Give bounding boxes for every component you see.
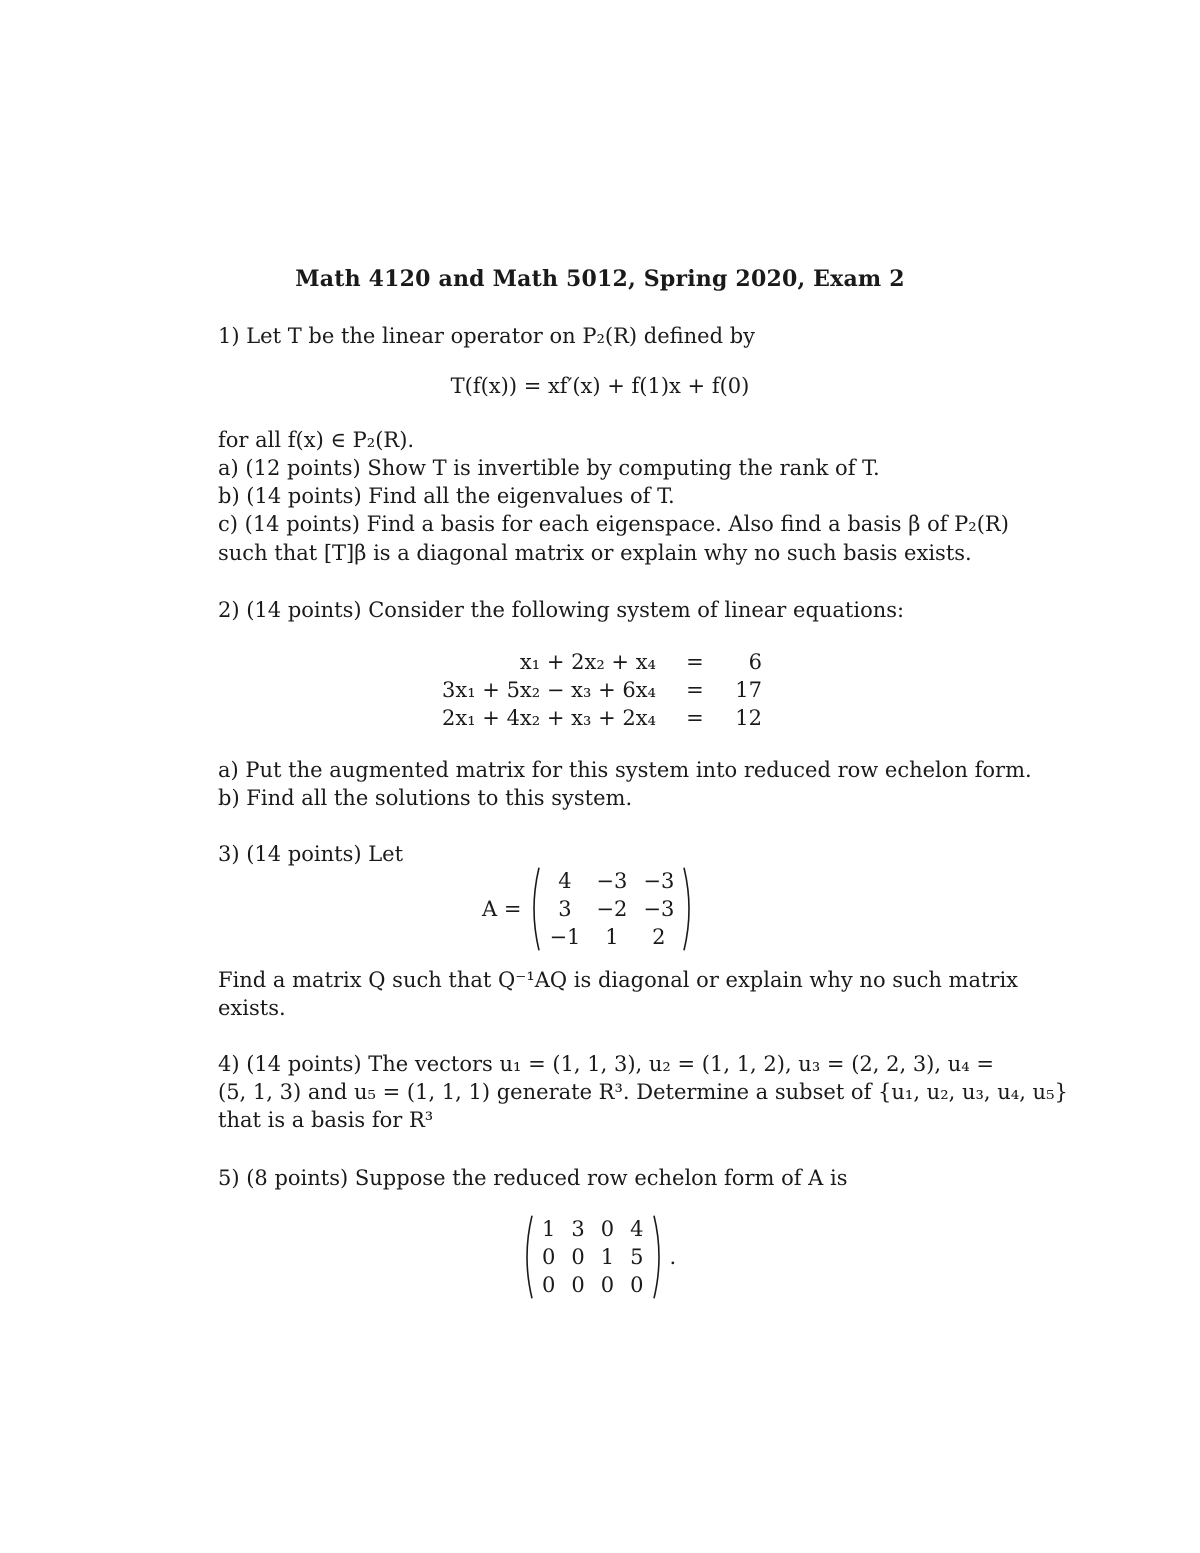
matrix-cell: 1 <box>542 1217 556 1241</box>
matrix-cell: −2 <box>596 897 628 921</box>
matrix-cell: 0 <box>630 1273 644 1297</box>
equation-relation: = <box>686 678 704 702</box>
right-paren <box>682 866 696 952</box>
matrix-cell: 1 <box>600 1245 615 1269</box>
q5-intro: 5) (8 points) Suppose the reduced row echelon form of A is <box>218 1166 848 1190</box>
q1-part-c-line2: such that [T]β is a diagonal matrix or explain why no such basis exists. <box>218 541 972 565</box>
matrix-cell: 0 <box>600 1217 615 1241</box>
matrix-cell: 0 <box>600 1273 615 1297</box>
matrix-cell: 0 <box>571 1273 585 1297</box>
equation-rhs: 17 <box>735 678 762 702</box>
q2-intro: 2) (14 points) Consider the following system of linear equations: <box>218 598 905 622</box>
exam-title: Math 4120 and Math 5012, Spring 2020, Exam 2 <box>295 266 905 292</box>
q1-part-b: b) (14 points) Find all the eigenvalues of T. <box>218 484 675 508</box>
q3-after-line2: exists. <box>218 996 286 1020</box>
matrix-period: . <box>669 1245 677 1269</box>
q4-line2: (5, 1, 3) and u₅ = (1, 1, 1) generate R³. Determine a subset of {u₁, u₂, u₃, u₄, u₅} <box>218 1080 1068 1104</box>
q4-line3: that is a basis for R³ <box>218 1108 434 1132</box>
matrix-cell: 3 <box>571 1217 585 1241</box>
q1-part-c-line1: c) (14 points) Find a basis for each eigenspace. Also find a basis β of P₂(R) <box>218 512 1009 536</box>
q2-part-b: b) Find all the solutions to this system. <box>218 786 633 810</box>
q4-line1: 4) (14 points) The vectors u₁ = (1, 1, 3), u₂ = (1, 1, 2), u₃ = (2, 2, 3), u₄ = <box>218 1052 994 1076</box>
matrix-cell: −1 <box>549 925 581 949</box>
matrix-cell: 0 <box>571 1245 585 1269</box>
rref-matrix-entries <box>534 1215 652 1299</box>
left-paren <box>520 1214 534 1300</box>
left-paren <box>527 866 541 952</box>
q3-intro: 3) (14 points) Let <box>218 842 404 866</box>
matrix-cell: 4 <box>558 869 572 893</box>
equation-row <box>430 648 774 676</box>
matrix-cell: 0 <box>542 1273 556 1297</box>
matrix-cell: 1 <box>605 925 619 949</box>
equation-row <box>430 676 774 704</box>
right-paren <box>652 1214 666 1300</box>
equation-lhs: x₁ + 2x₂ + x₄ <box>519 650 656 674</box>
matrix-cell: −3 <box>643 869 675 893</box>
matrix-a <box>482 866 696 952</box>
equation-rhs: 12 <box>735 706 762 730</box>
rref-matrix <box>520 1214 676 1300</box>
q3-after-line1: Find a matrix Q such that Q⁻¹AQ is diagonal or explain why no such matrix <box>218 968 1019 992</box>
matrix-cell: 0 <box>542 1245 556 1269</box>
q1-part-a: a) (12 points) Show T is invertible by computing the rank of T. <box>218 456 880 480</box>
equation-rhs: 6 <box>748 650 762 674</box>
equation-lhs: 3x₁ + 5x₂ − x₃ + 6x₄ <box>442 678 656 702</box>
matrix-cell: 5 <box>630 1245 644 1269</box>
matrix-cell: 2 <box>652 925 666 949</box>
q2-part-a: a) Put the augmented matrix for this system into reduced row echelon form. <box>218 758 1032 782</box>
equation-row <box>430 704 774 732</box>
matrix-cell: −3 <box>643 897 675 921</box>
equation-relation: = <box>686 706 704 730</box>
q1-formula: T(f(x)) = xf′(x) + f(1)x + f(0) <box>450 374 750 398</box>
q1-intro: 1) Let T be the linear operator on P₂(R) defined by <box>218 324 756 348</box>
equation-relation: = <box>686 650 704 674</box>
matrix-a-entries <box>541 867 682 951</box>
matrix-a-label: A = <box>482 897 522 921</box>
q1-for-all: for all f(x) ∈ P₂(R). <box>218 428 415 452</box>
equation-lhs: 2x₁ + 4x₂ + x₃ + 2x₄ <box>442 706 656 730</box>
equation-system <box>430 648 774 732</box>
matrix-cell: 3 <box>558 897 572 921</box>
matrix-cell: −3 <box>596 869 628 893</box>
matrix-cell: 4 <box>630 1217 644 1241</box>
